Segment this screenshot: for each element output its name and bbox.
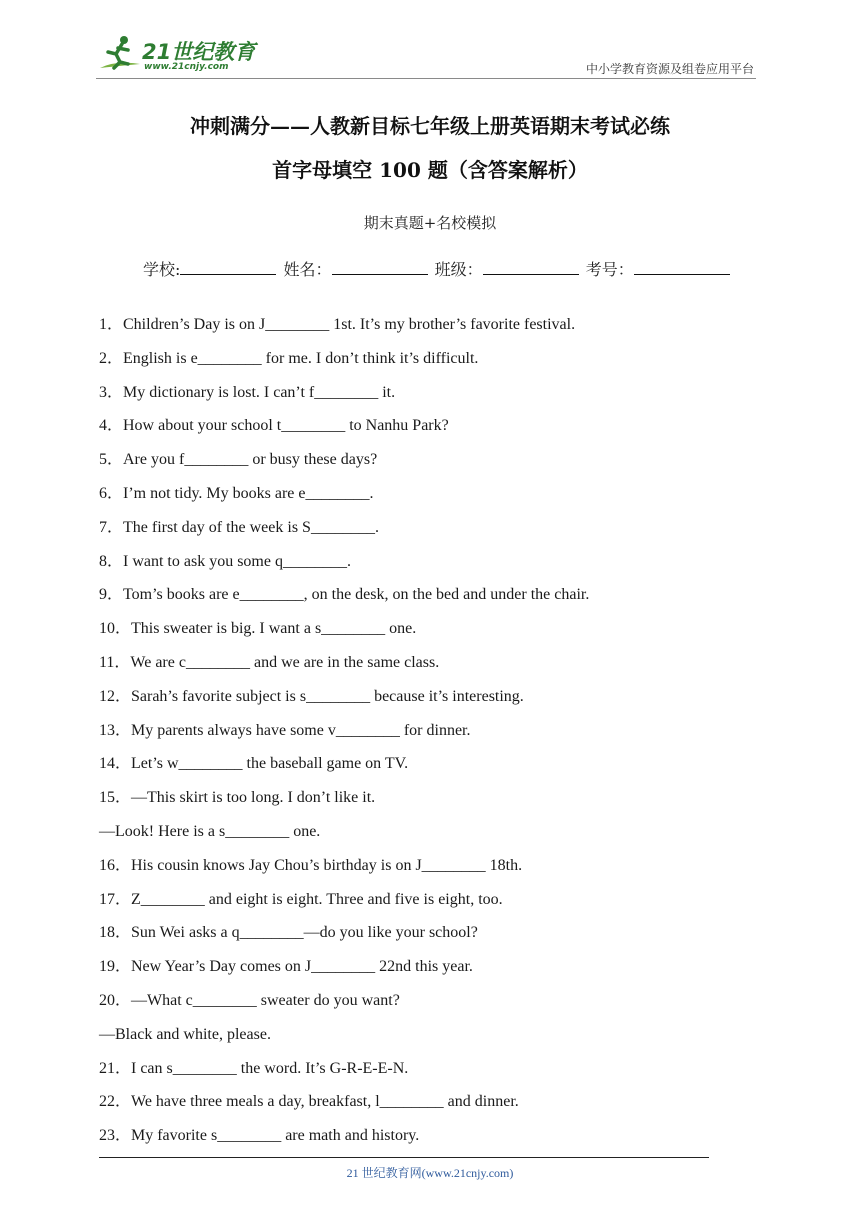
- logo-text: 21世纪教育: [142, 40, 256, 64]
- question-item: 16．His cousin knows Jay Chou’s birthday is on J________ 18th.: [99, 856, 523, 874]
- question-list: [99, 308, 739, 1153]
- question-item: 21．I can s________ the word. It’s G-R-E-E-N.: [99, 1059, 409, 1077]
- question-item: 7．The first day of the week is S________.: [99, 518, 379, 536]
- school-blank[interactable]: [180, 258, 276, 275]
- page-title-line2: 首字母填空 100 题（含答案解析）: [272, 158, 588, 182]
- logo-url: www.21cnjy.com: [144, 62, 229, 72]
- logo: [96, 34, 266, 74]
- exam-number-label: 考号：: [585, 260, 634, 279]
- question-item: 9．Tom’s books are e________, on the desk, on the bed and under the chair.: [99, 586, 590, 604]
- page-subtitle: 期末真题+名校模拟: [363, 214, 497, 232]
- class-blank[interactable]: [483, 258, 579, 275]
- question-item: 18．Sun Wei asks a q________—do you like your school?: [99, 924, 478, 942]
- question-item: 8．I want to ask you some q________.: [99, 552, 351, 570]
- student-info-row: [143, 257, 732, 280]
- platform-name: 中小学教育资源及组卷应用平台: [585, 62, 754, 76]
- name-blank[interactable]: [332, 258, 428, 275]
- question-item: —Black and white, please.: [99, 1025, 271, 1043]
- question-item: 2．English is e________ for me. I don’t think it’s difficult.: [99, 349, 479, 367]
- name-label: 姓名：: [283, 260, 332, 279]
- question-item: 3．My dictionary is lost. I can’t f________ it.: [99, 383, 396, 401]
- question-item: 12．Sarah’s favorite subject is s________ because it’s interesting.: [99, 687, 524, 705]
- runner-logo-icon: [96, 34, 142, 74]
- question-item: —Look! Here is a s________ one.: [99, 822, 321, 840]
- question-item: 22．We have three meals a day, breakfast, l________ and dinner.: [99, 1093, 519, 1111]
- question-item: 15．—This skirt is too long. I don’t like it.: [99, 789, 376, 807]
- question-item: 20．—What c________ sweater do you want?: [99, 991, 400, 1009]
- question-item: 23．My favorite s________ are math and history.: [99, 1127, 420, 1145]
- page-header: [96, 30, 756, 79]
- school-label: 学校:: [143, 260, 181, 279]
- question-item: 13．My parents always have some v________ for dinner.: [99, 721, 471, 739]
- question-item: 4．How about your school t________ to Nanhu Park?: [99, 417, 449, 435]
- class-label: 班级：: [434, 260, 483, 279]
- page-title: 冲刺满分——人教新目标七年级上册英语期末考试必练: [190, 114, 670, 138]
- question-item: 1．Children’s Day is on J________ 1st. It’s my brother’s favorite festival.: [99, 316, 576, 333]
- footer-divider: [99, 1157, 709, 1158]
- footer-link[interactable]: 21 世纪教育网(www.21cnjy.com): [346, 1166, 514, 1180]
- question-item: 10．This sweater is big. I want a s________ one.: [99, 620, 417, 638]
- exam-number-blank[interactable]: [634, 258, 730, 275]
- question-item: 5．Are you f________ or busy these days?: [99, 451, 378, 469]
- question-item: 17．Z________ and eight is eight. Three and five is eight, too.: [99, 890, 503, 908]
- question-item: 11．We are c________ and we are in the same class.: [99, 653, 440, 671]
- question-item: 14．Let’s w________ the baseball game on TV.: [99, 755, 409, 773]
- question-item: 19．New Year’s Day comes on J________ 22nd this year.: [99, 958, 473, 976]
- question-item: 6．I’m not tidy. My books are e________.: [99, 484, 374, 502]
